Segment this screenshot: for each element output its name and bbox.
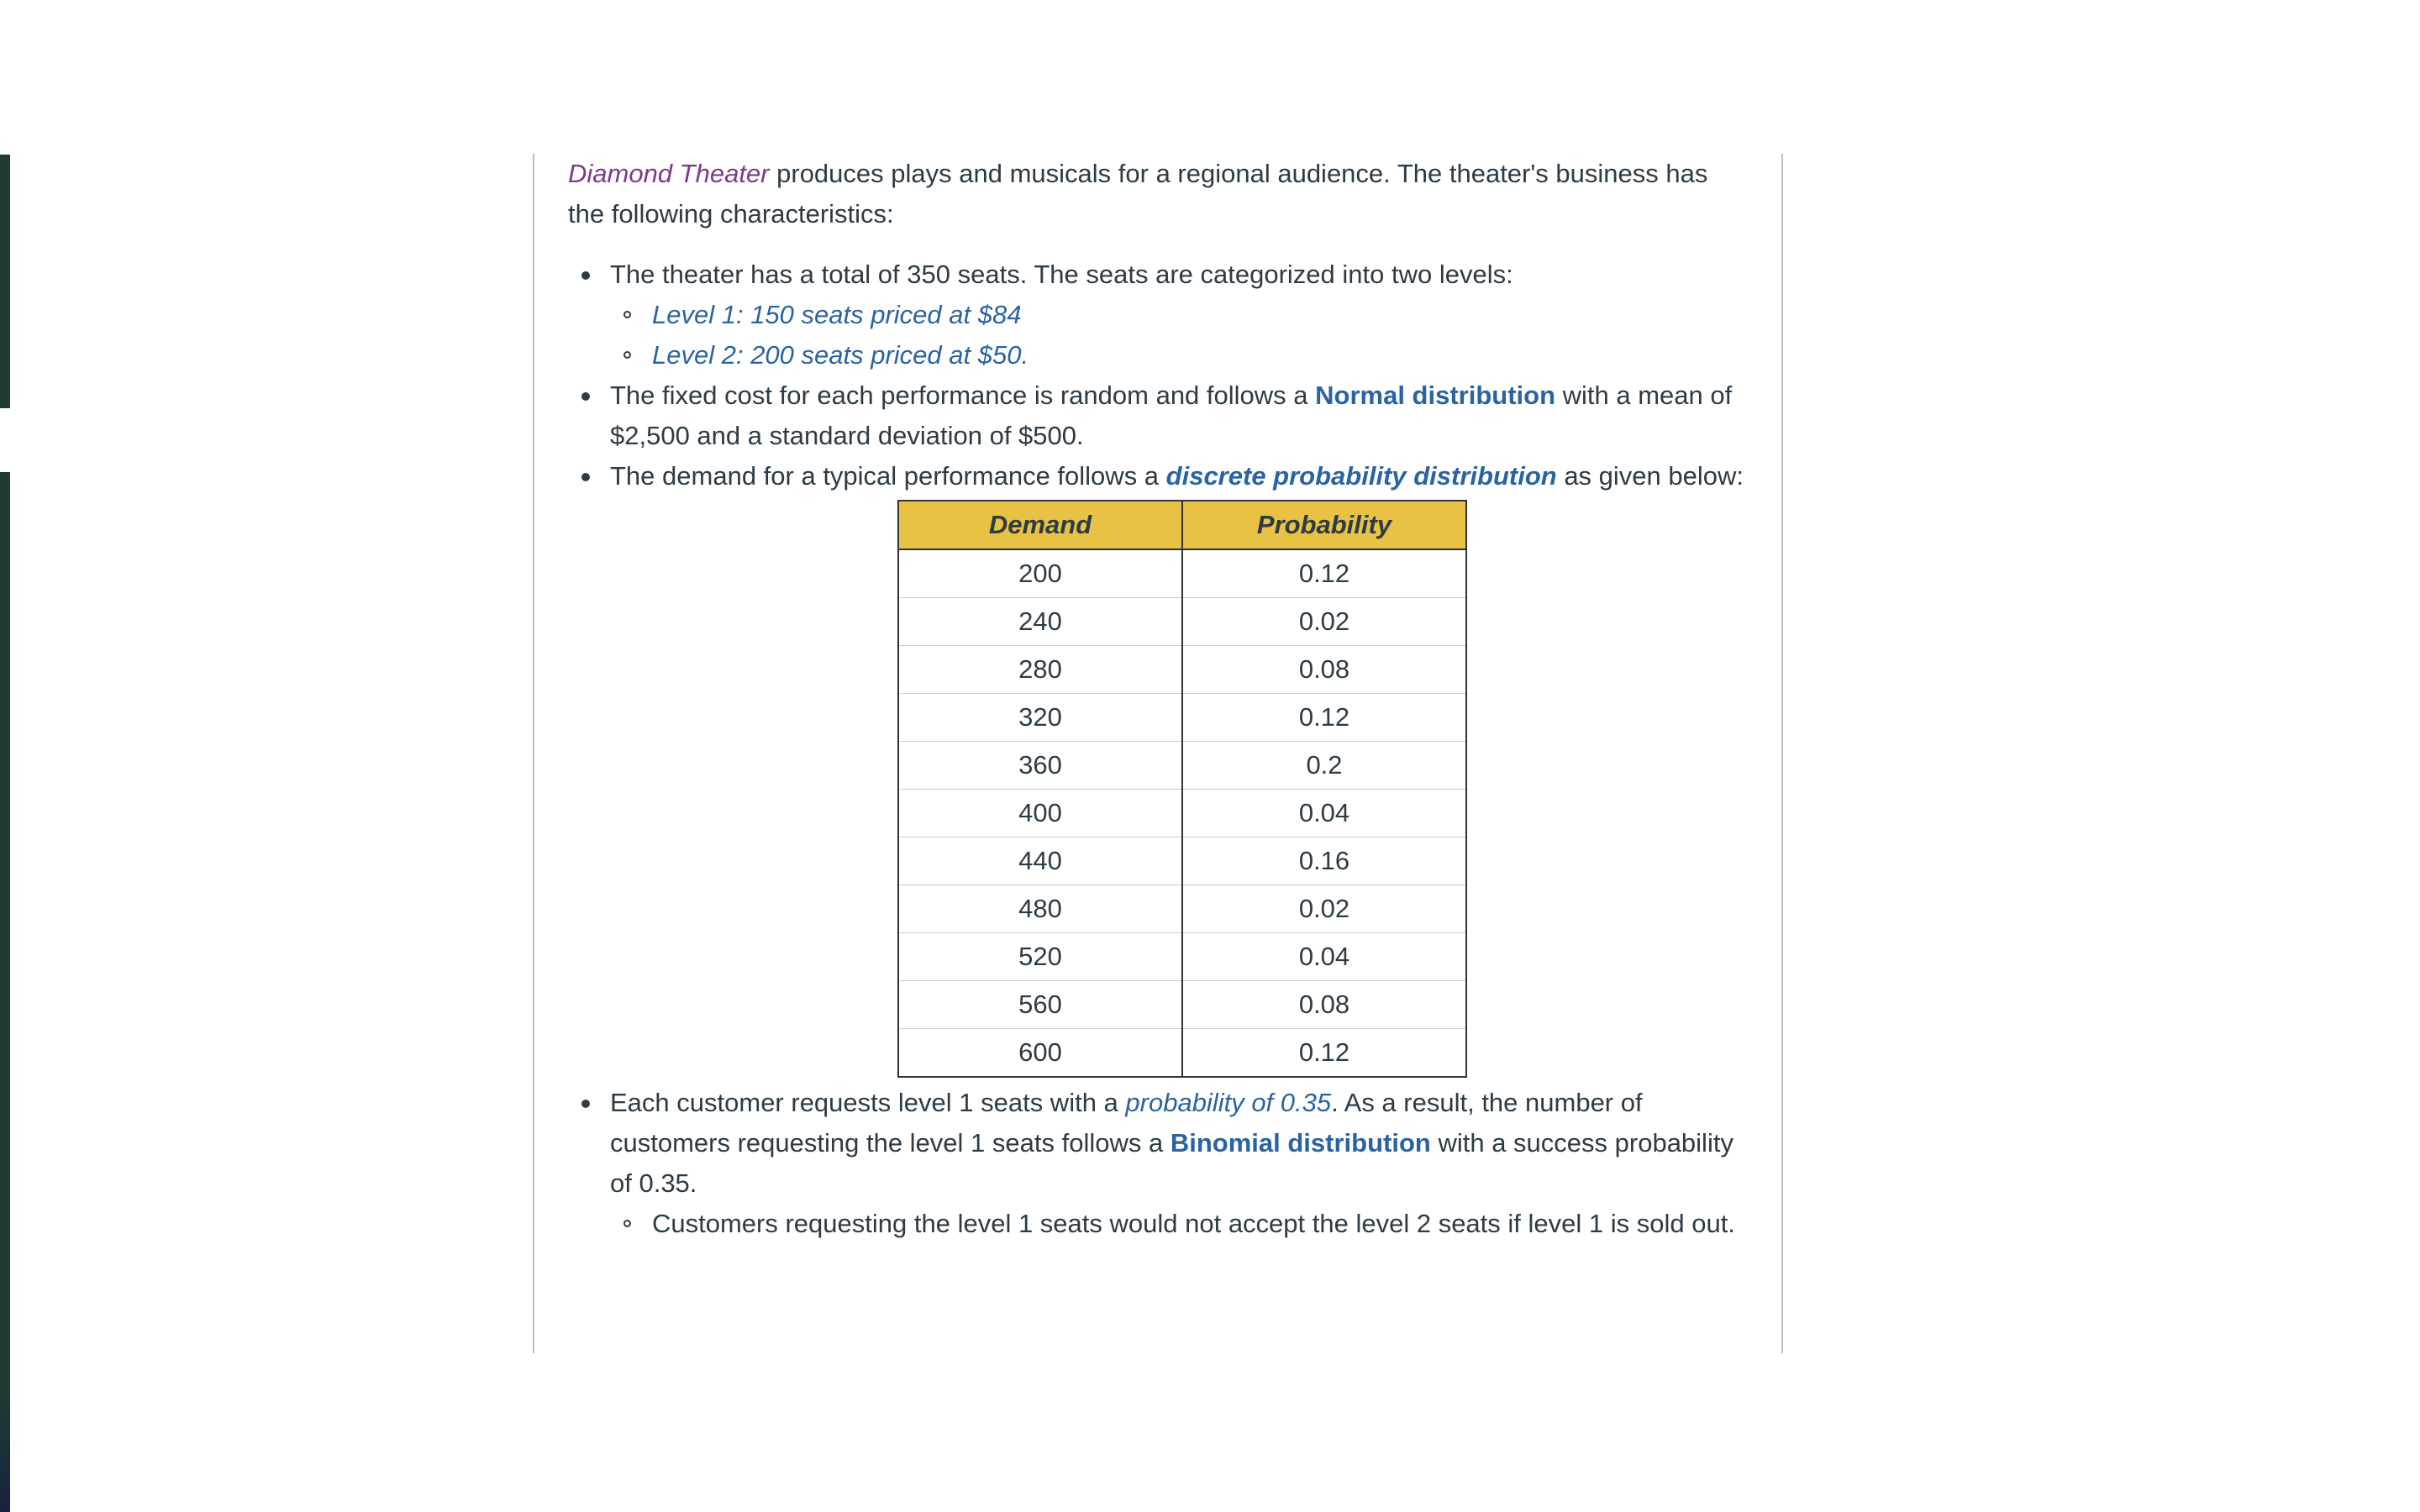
- demand-cell: 280: [898, 646, 1182, 694]
- demand-cell: 520: [898, 933, 1182, 981]
- characteristics-list: [568, 255, 1748, 1244]
- table-row: [898, 598, 1466, 646]
- probability-cell: 0.02: [1182, 598, 1466, 646]
- intro-paragraph: [568, 154, 1748, 234]
- demand-cell: 200: [898, 549, 1182, 598]
- left-sidebar-edge-top: [0, 155, 10, 408]
- intro-text: produces plays and musicals for a regional audience. The theater's business has the following characteristics:: [568, 159, 1708, 228]
- probability-cell: 0.2: [1182, 742, 1466, 790]
- list-item-sold-out-rule: [652, 1204, 1748, 1244]
- probability-cell: 0.04: [1182, 790, 1466, 837]
- probability-cell: 0.12: [1182, 549, 1466, 598]
- demand-cell: 400: [898, 790, 1182, 837]
- seats-text: The theater has a total of 350 seats. The seats are categorized into two levels:: [610, 260, 1513, 289]
- table-row: [898, 837, 1466, 885]
- header-probability: Probability: [1182, 501, 1466, 549]
- table-row: [898, 694, 1466, 742]
- probability-cell: 0.08: [1182, 646, 1466, 694]
- level-2-text: Level 2: 200 seats priced at $50.: [652, 340, 1029, 370]
- list-item-level-1: [652, 295, 1748, 335]
- probability-cell: 0.04: [1182, 933, 1466, 981]
- demand-cell: 360: [898, 742, 1182, 790]
- probability-cell: 0.12: [1182, 694, 1466, 742]
- demand-cell: 320: [898, 694, 1182, 742]
- table-row: [898, 646, 1466, 694]
- table-row: [898, 742, 1466, 790]
- fixed-cost-after: with a mean of $2,500 and a standard deviation of $500.: [610, 381, 1733, 450]
- list-item-customer: [610, 1083, 1748, 1244]
- demand-cell: 600: [898, 1029, 1182, 1078]
- customer-sub-list: [610, 1204, 1748, 1244]
- normal-distribution-term: Normal distribution: [1315, 381, 1556, 410]
- customer-middle: . As a result, the number of customers requesting the level 1 seats follows a: [610, 1088, 1643, 1158]
- fixed-cost-before: The fixed cost for each performance is random and follows a: [610, 381, 1316, 410]
- table-row: [898, 981, 1466, 1029]
- demand-cell: 480: [898, 885, 1182, 933]
- list-item-demand: [610, 456, 1748, 1078]
- demand-cell: 440: [898, 837, 1182, 885]
- header-demand: Demand: [898, 501, 1182, 549]
- seat-levels-list: [610, 295, 1748, 375]
- level-1-text: Level 1: 150 seats priced at $84: [652, 300, 1022, 329]
- list-item-level-2: [652, 335, 1748, 375]
- demand-probability-table: [897, 500, 1467, 1078]
- demand-cell: 560: [898, 981, 1182, 1029]
- table-row: [898, 790, 1466, 837]
- content-panel: [533, 154, 1783, 1353]
- list-item-seats: [610, 255, 1748, 375]
- customer-after: with a success probability of 0.35.: [610, 1128, 1733, 1198]
- probability-cell: 0.08: [1182, 981, 1466, 1029]
- discrete-distribution-term: discrete probability distribution: [1165, 461, 1557, 491]
- sold-out-rule-text: Customers requesting the level 1 seats would not accept the level 2 seats if level 1 is sold out.: [652, 1209, 1735, 1238]
- demand-after: as given below:: [1556, 461, 1744, 491]
- left-sidebar-edge-bottom: [0, 472, 10, 1512]
- table-row: [898, 1029, 1466, 1078]
- probability-term: probability of 0.35: [1125, 1088, 1332, 1117]
- table-header-row: [898, 501, 1466, 549]
- demand-table-wrapper: [610, 500, 1748, 1078]
- table-row: [898, 549, 1466, 598]
- binomial-distribution-term: Binomial distribution: [1170, 1128, 1431, 1158]
- table-row: [898, 933, 1466, 981]
- table-row: [898, 885, 1466, 933]
- demand-cell: 240: [898, 598, 1182, 646]
- list-item-fixed-cost: [610, 375, 1748, 456]
- customer-before: Each customer requests level 1 seats with a: [610, 1088, 1126, 1117]
- probability-cell: 0.12: [1182, 1029, 1466, 1078]
- probability-cell: 0.02: [1182, 885, 1466, 933]
- demand-before: The demand for a typical performance follows a: [610, 461, 1166, 491]
- brand-name: Diamond Theater: [568, 159, 770, 188]
- probability-cell: 0.16: [1182, 837, 1466, 885]
